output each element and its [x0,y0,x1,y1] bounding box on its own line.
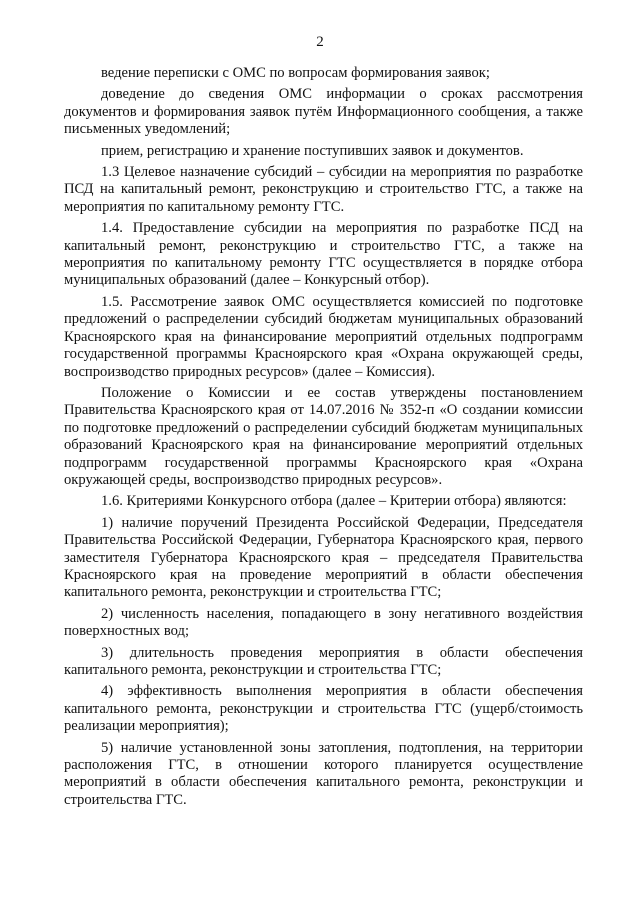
page-number: 2 [316,34,324,50]
paragraph: прием, регистрацию и хранение поступивших заявок и документов. [101,142,524,159]
paragraph: доведение до сведения ОМС информации о сроках рассмотрения документов и формирования заявок путём Информационного сообщения, а также письменных уведомлений; [64,86,583,138]
paragraph: Положение о Комиссии и ее состав утверждены постановлением Правительства Красноярского края от 14.07.2016 № 352-п «О создании комиссии по подготовке предложений о распределении субсидий бюджетам муниципальных образований Красноярского края на финансирование мероприятий отдельных подпрограмм государственной программы Красноярского края «Охрана окружающей среды, воспроизводство природных ресурсов». [64,384,583,488]
paragraph: 1.3 Целевое назначение субсидий – субсидии на мероприятия по разработке ПСД на капитальный ремонт, реконструкцию и строительство ГТС, а также на мероприятия по капитальному ремонту ГТС. [64,164,583,215]
paragraph: 1.5. Рассмотрение заявок ОМС осуществляется комиссией по подготовке предложений о распределении субсидий бюджетам муниципальных образований Красноярского края на финансирование мероприятий отдельных подпрограмм государственной программы Красноярского края «Охрана окружающей среды, воспроизводство природных ресурсов» (далее – Комиссия). [64,293,583,380]
paragraph: 1.4. Предоставление субсидии на мероприятия по разработке ПСД на капитальный ремонт, реконструкцию и строительство ГТС, а также на мероприятия по капитальному ремонту ГТС осуществляется в порядке отбора муниципальных образований (далее – Конкурсный отбор). [64,220,583,289]
paragraph: 1.6. Критериями Конкурсного отбора (далее – Критерии отбора) являются: [101,493,567,510]
paragraph: 5) наличие установленной зоны затопления, подтопления, на территории расположения ГТС, в отношении которого планируется осуществление мероприятий в области обеспечения капитального ремонта, реконструкции и строительства ГТС. [64,739,583,808]
paragraph: 4) эффективность выполнения мероприятия в области обеспечения капитального ремонта, реконструкции и строительства ГТС (ущерб/стоимость реализации мероприятия); [64,683,583,735]
paragraph: 3) длительность проведения мероприятия в области обеспечения капитального ремонта, реконструкции и строительства ГТС; [64,644,583,678]
paragraph: 2) численность населения, попадающего в зону негативного воздействия поверхностных вод; [64,605,583,640]
paragraph: 1) наличие поручений Президента Российской Федерации, Председателя Правительства Российской Федерации, Губернатора Красноярского края, первого заместителя Губернатора Красноярского края – председателя Правительства Красноярского края на проведение мероприятий в области обеспечения капитального ремонта, реконструкции и строительства ГТС; [64,514,583,601]
paragraph: ведение переписки с ОМС по вопросам формирования заявок; [101,65,490,81]
document-body [64,65,583,813]
